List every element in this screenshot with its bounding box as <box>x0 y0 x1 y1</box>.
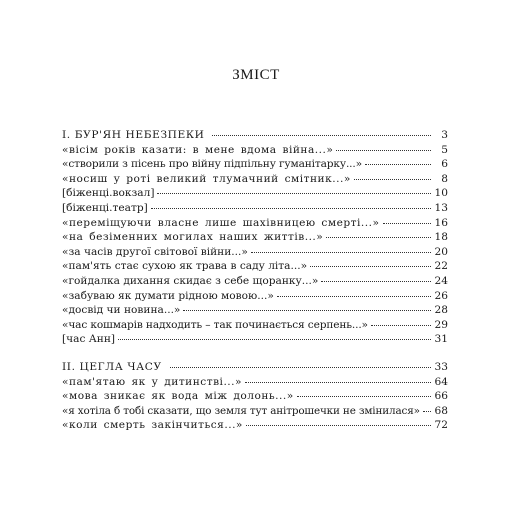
toc-section-title: I. БУР'ЯН НЕБЕЗПЕКИ <box>62 129 205 141</box>
toc-entry-title: «гойдалка дихання скидає з себе щоранку...» <box>62 274 319 287</box>
toc-leader-dots <box>245 382 431 383</box>
toc-page-number: 10 <box>434 187 448 200</box>
toc-entry <box>62 389 448 404</box>
toc-entry-title: [біженці.театр] <box>62 201 148 214</box>
toc-entry-title: «носиш у роті великий тлумачний смітник...» <box>62 172 351 185</box>
toc-leader-dots <box>118 339 431 340</box>
toc-entry <box>62 186 448 201</box>
toc-section-heading <box>62 128 448 143</box>
toc-entry-title: «мова зникає як вода між долонь...» <box>62 390 294 403</box>
toc-page-number: 22 <box>434 260 448 273</box>
toc-entry <box>62 332 448 347</box>
toc-entry <box>62 318 448 333</box>
toc-entry-title: «час кошмарів надходить – так починається серпень...» <box>62 318 368 331</box>
toc-leader-dots <box>277 296 431 297</box>
toc-section-heading <box>62 360 448 375</box>
toc-page-number: 20 <box>434 245 448 258</box>
toc-entry <box>62 274 448 289</box>
toc-entry-title: «я хотіла б тобі сказати, що земля тут анітрошечки не змінилася» <box>62 404 420 417</box>
toc-entry-title: «на безіменних могилах наших життів...» <box>62 231 324 244</box>
toc-page-number: 28 <box>434 304 448 317</box>
toc-entry <box>62 245 448 260</box>
toc-page-number: 5 <box>441 143 448 156</box>
toc-entry-title: «забуваю як думати рідною мовою...» <box>62 289 274 302</box>
toc-entry <box>62 404 448 419</box>
toc-entry <box>62 289 448 304</box>
toc-leader-dots <box>310 266 431 267</box>
toc-entry <box>62 216 448 231</box>
toc-page-number: 72 <box>434 419 448 432</box>
toc-leader-dots <box>423 411 431 412</box>
toc-leader-dots <box>383 223 432 224</box>
toc-page-number: 66 <box>434 390 448 403</box>
toc-leader-dots <box>354 179 431 180</box>
page-title: ЗМІСТ <box>232 67 280 83</box>
toc-leader-dots <box>321 281 431 282</box>
toc-entry-title: «переміщуючи власне лише шахівницею смерті...» <box>62 216 380 229</box>
toc-page-number: 33 <box>434 360 448 373</box>
toc-page-number: 26 <box>434 289 448 302</box>
toc-leader-dots <box>246 425 431 426</box>
toc-page-number: 29 <box>434 318 448 331</box>
toc-page-number: 3 <box>441 129 448 141</box>
toc-entry <box>62 157 448 172</box>
table-of-contents <box>62 128 448 433</box>
toc-entry-title: «пам'ять стає сухою як трава в саду літа...» <box>62 260 308 273</box>
toc-page-number: 24 <box>434 274 448 287</box>
toc-leader-dots <box>371 325 431 326</box>
toc-leader-dots <box>183 310 431 311</box>
toc-entry-title: «коли смерть закінчиться...» <box>62 419 243 432</box>
toc-entry <box>62 375 448 390</box>
toc-entry-title: «за часів другої світової війни...» <box>62 245 248 258</box>
toc-entry-title: «досвід чи новина...» <box>62 304 181 317</box>
toc-leader-dots <box>297 396 431 397</box>
toc-leader-dots <box>212 135 431 136</box>
toc-section-title: II. ЦЕГЛА ЧАСУ <box>62 360 162 373</box>
toc-page-number: 18 <box>434 231 448 244</box>
toc-entry-title: [біженці.вокзал] <box>62 187 155 200</box>
toc-entry-title: «створили з пісень про війну підпільну гуманітарку...» <box>62 158 362 171</box>
toc-leader-dots <box>151 208 431 209</box>
toc-page-number: 6 <box>441 158 448 171</box>
toc-leader-dots <box>326 237 431 238</box>
toc-page-number: 31 <box>434 333 448 346</box>
toc-page-number: 8 <box>441 172 448 185</box>
toc-section-1 <box>62 128 448 347</box>
toc-entry-title: «вісім років казати: в мене вдома війна...» <box>62 143 334 156</box>
toc-entry <box>62 201 448 216</box>
toc-leader-dots <box>170 367 431 368</box>
toc-entry-title: «пам'ятаю як у дитинстві...» <box>62 375 243 388</box>
toc-page-number: 68 <box>434 404 448 417</box>
toc-entry <box>62 418 448 433</box>
toc-leader-dots <box>336 150 431 151</box>
toc-page-number: 13 <box>434 201 448 214</box>
toc-leader-dots <box>251 252 431 253</box>
toc-leader-dots <box>365 164 431 165</box>
toc-entry <box>62 303 448 318</box>
toc-entry-title: [час Анн] <box>62 333 116 346</box>
toc-section-2 <box>62 360 448 433</box>
toc-entry <box>62 172 448 187</box>
toc-page-number: 64 <box>434 375 448 388</box>
toc-entry <box>62 259 448 274</box>
toc-entry <box>62 230 448 245</box>
toc-page-number: 16 <box>434 216 448 229</box>
toc-entry <box>62 143 448 158</box>
toc-leader-dots <box>157 193 431 194</box>
